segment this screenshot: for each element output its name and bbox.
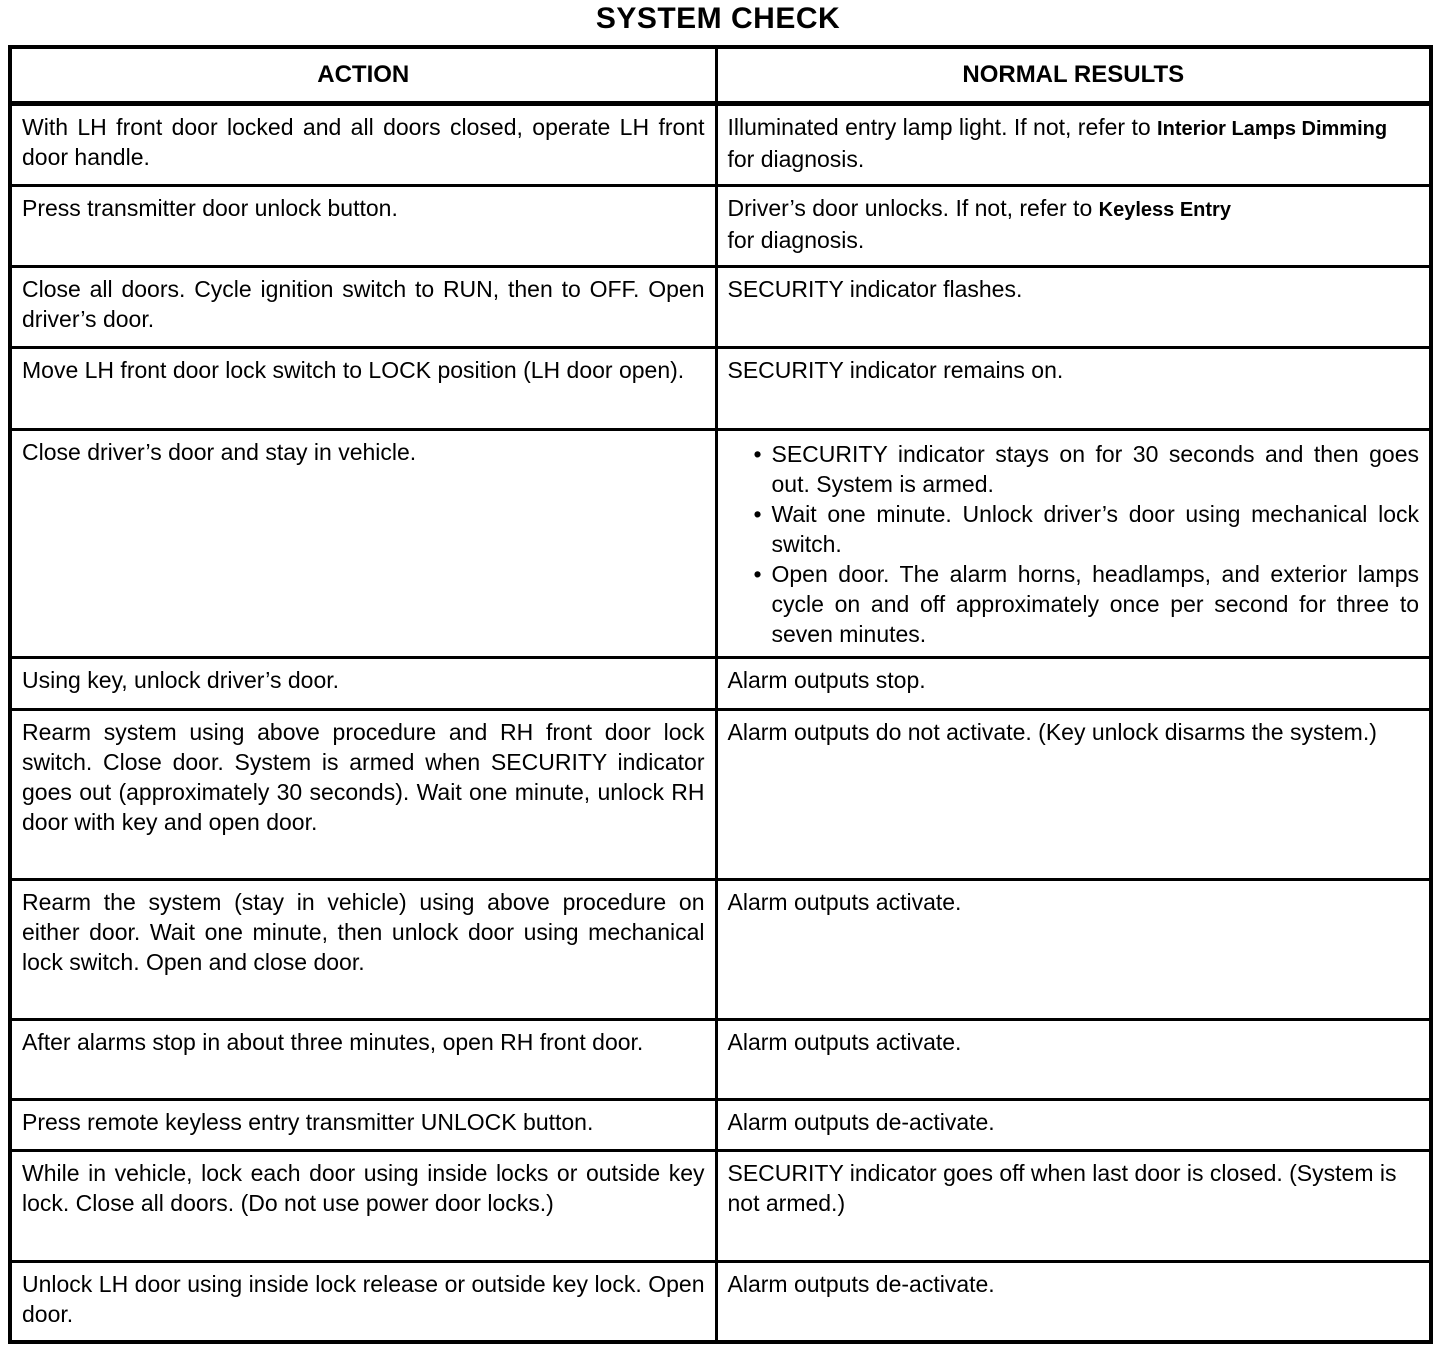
- action-cell: Rearm system using above procedure and RH front door lock switch. Close door. System is armed when SECURITY indicator goes out (approximately 30 seconds). Wait one minute, unlock RH door with key and open door.: [10, 709, 716, 879]
- result-cell: Alarm outputs activate.: [716, 879, 1431, 1019]
- bullet-text: Open door. The alarm horns, headlamps, and exterior lamps cycle on and off approximately once per second for three to seven minutes.: [771, 560, 1419, 647]
- list-item: [753, 439, 1420, 499]
- table-row: [10, 347, 1431, 429]
- header-row: [10, 47, 1431, 103]
- result-cell: [716, 103, 1431, 185]
- result-cell: Alarm outputs do not activate. (Key unlock disarms the system.): [716, 709, 1431, 879]
- action-cell: Press remote keyless entry transmitter UNLOCK button.: [10, 1099, 716, 1150]
- reference-link-text: Keyless Entry: [1098, 198, 1231, 221]
- table-row: [10, 1099, 1431, 1150]
- table-row: [10, 657, 1431, 709]
- system-check-table: [8, 45, 1433, 1344]
- result-cell: [716, 185, 1431, 266]
- column-header-action: ACTION: [10, 47, 716, 103]
- column-header-normal-results: NORMAL RESULTS: [716, 47, 1431, 103]
- bullet-icon: •: [753, 560, 762, 587]
- result-text: for diagnosis.: [727, 145, 865, 172]
- table-row: [10, 709, 1431, 879]
- result-text: for diagnosis.: [727, 226, 865, 253]
- action-cell: Press transmitter door unlock button.: [10, 185, 716, 266]
- action-cell: Rearm the system (stay in vehicle) using above procedure on either door. Wait one minute, then unlock door using mechanical lock switch. Open and close door.: [10, 879, 716, 1019]
- result-text: Driver’s door unlocks. If not, refer to: [727, 194, 1099, 221]
- bullet-icon: •: [753, 500, 762, 527]
- action-cell: Using key, unlock driver’s door.: [10, 657, 716, 709]
- action-cell: While in vehicle, lock each door using inside locks or outside key lock. Close all doors. (Do not use power door locks.): [10, 1150, 716, 1261]
- list-item: [753, 559, 1420, 649]
- action-cell: Close driver’s door and stay in vehicle.: [10, 429, 716, 657]
- result-cell: Alarm outputs activate.: [716, 1019, 1431, 1099]
- result-cell: Alarm outputs de-activate.: [716, 1261, 1431, 1342]
- table-row: [10, 266, 1431, 347]
- result-bullet-list: [728, 439, 1420, 649]
- bullet-icon: •: [753, 440, 762, 467]
- action-cell: Move LH front door lock switch to LOCK position (LH door open).: [10, 347, 716, 429]
- bullet-text: Wait one minute. Unlock driver’s door using mechanical lock switch.: [771, 500, 1419, 557]
- action-cell: Unlock LH door using inside lock release or outside key lock. Open door.: [10, 1261, 716, 1342]
- result-text: Illuminated entry lamp light. If not, refer to: [727, 113, 1158, 140]
- result-cell: Alarm outputs stop.: [716, 657, 1431, 709]
- action-cell: After alarms stop in about three minutes, open RH front door.: [10, 1019, 716, 1099]
- bullet-text: SECURITY indicator stays on for 30 seconds and then goes out. System is armed.: [771, 440, 1419, 497]
- action-cell: Close all doors. Cycle ignition switch to RUN, then to OFF. Open driver’s door.: [10, 266, 716, 347]
- table-row: [10, 1019, 1431, 1099]
- table-row: [10, 103, 1431, 185]
- table-row: [10, 185, 1431, 266]
- table-row: [10, 1150, 1431, 1261]
- result-cell: SECURITY indicator flashes.: [716, 266, 1431, 347]
- result-cell: SECURITY indicator goes off when last door is closed. (System is not armed.): [716, 1150, 1431, 1261]
- result-cell: [716, 429, 1431, 657]
- table-row: [10, 429, 1431, 657]
- result-cell: Alarm outputs de-activate.: [716, 1099, 1431, 1150]
- table-row: [10, 879, 1431, 1019]
- table-row: [10, 1261, 1431, 1342]
- page-title: SYSTEM CHECK: [595, 2, 841, 35]
- action-cell: With LH front door locked and all doors closed, operate LH front door handle.: [10, 103, 716, 185]
- list-item: [753, 499, 1420, 559]
- result-cell: SECURITY indicator remains on.: [716, 347, 1431, 429]
- reference-link-text: Interior Lamps Dimming: [1157, 117, 1388, 140]
